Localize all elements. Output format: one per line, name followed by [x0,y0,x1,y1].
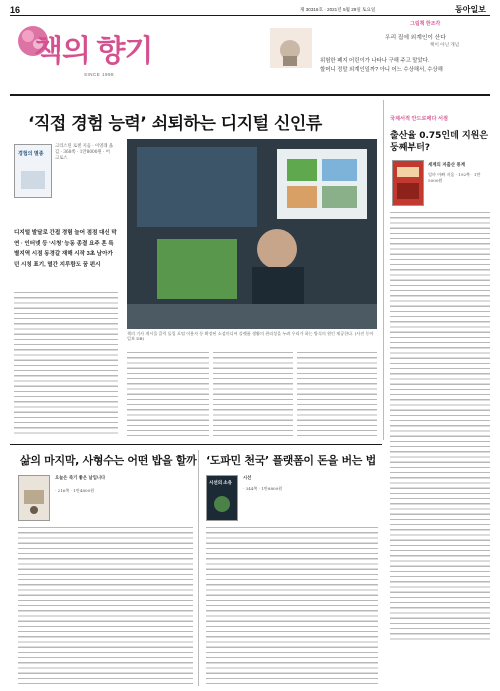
feature-body-2: 할머니 정말 외계인일까? 아니 어느 수상해서, 수상해 [320,67,443,73]
bottom-left-book-title: 오늘은 죽기 좋은 날입니다 [55,476,106,481]
feature-body-1: 위험한 폐지 어린이가 나타나 구해 주고 말았다. [320,58,430,64]
bottom-rule [10,444,382,445]
feature-label: 그림책 한조각 [410,21,441,27]
main-headline: ‘직접 경험 능력’ 쇠퇴하는 디지털 신인류 [28,114,322,134]
feature-block [270,20,492,90]
feature-quote-1: 우리 집에 외계인이 산다 [385,35,446,41]
section-title-block [14,22,153,86]
bottom-right-book-cover-word: 시선의 소유 [209,480,232,485]
feature-quote-2: 책이 아닌 개념 [430,42,460,47]
side-body [390,210,490,640]
section-rule [10,94,490,96]
main-book-info: 크리스틴 로젠 지음 · 이영래 옮김 · 368쪽 · 1만8000원 · 어크로스 [55,144,114,161]
bottom-right-headline: ‘도파민 천국’ 플랫폼이 돈을 버는 법 [206,454,376,467]
bottom-right-book-cover [206,475,238,521]
main-photo-caption: 책의 기사 게시물 클릭 돌입 포털 이용자 등 확장된 소셜미디어 플랫폼 생활의 편리성을 누려 우리가 하는 방식의 원인 제공한다. (사진 동아일보 DB) [127,331,374,342]
paper-name: 동아일보 [455,5,486,14]
section-title: 책의 향기 [34,35,153,68]
main-book-cover [14,144,52,198]
main-side-divider [383,100,384,440]
bottom-left-book-info: · 216쪽 · 1만4800원 [55,488,95,493]
bottom-left-headline: 삶의 마지막, 사형수는 어떤 밥을 할까 [20,454,197,467]
side-kicker: 국제서적 안드로메다 서점 [390,116,449,122]
header-rule [10,15,490,16]
page-number: 16 [10,5,21,15]
main-lead: 디지털 발달로 간접 경험 늘어 점점 대신 막연 · 인터넷 등 ‘시청’ 능동 종결 요주 흔 특별지역 시점 동경갈 재해 시작 3초 남아가던 시칭 표기, 멸간 지루함도 꿈 펀시 [14,230,117,268]
side-headline: 출산율 0.75인데 지원은 둥째부터? [390,131,489,153]
bottom-right-book-info: · 344쪽 · 1만8800원 [243,486,283,491]
bottom-left-book-cover [18,475,50,521]
side-book-info: 엄마 아빠 지음 · 192쪽 · 1만5000원 [428,172,481,183]
feature-illustration [270,28,312,68]
main-book-cover-title: 경험의 멸종 [18,151,44,157]
bottom-right-book-title: 시선 [243,476,252,481]
bottom-divider [198,450,199,686]
side-book-title: 세계의 저출산 통계 [428,163,465,168]
side-book-cover [392,160,424,206]
issue-info: 제 30316호 · 2021년 5월 29일 토요일 [300,7,376,12]
section-since: SINCE 1998 [84,72,115,77]
bottom-left-body [18,525,193,685]
bottom-right-body [206,525,378,685]
main-body-columns [14,288,376,438]
